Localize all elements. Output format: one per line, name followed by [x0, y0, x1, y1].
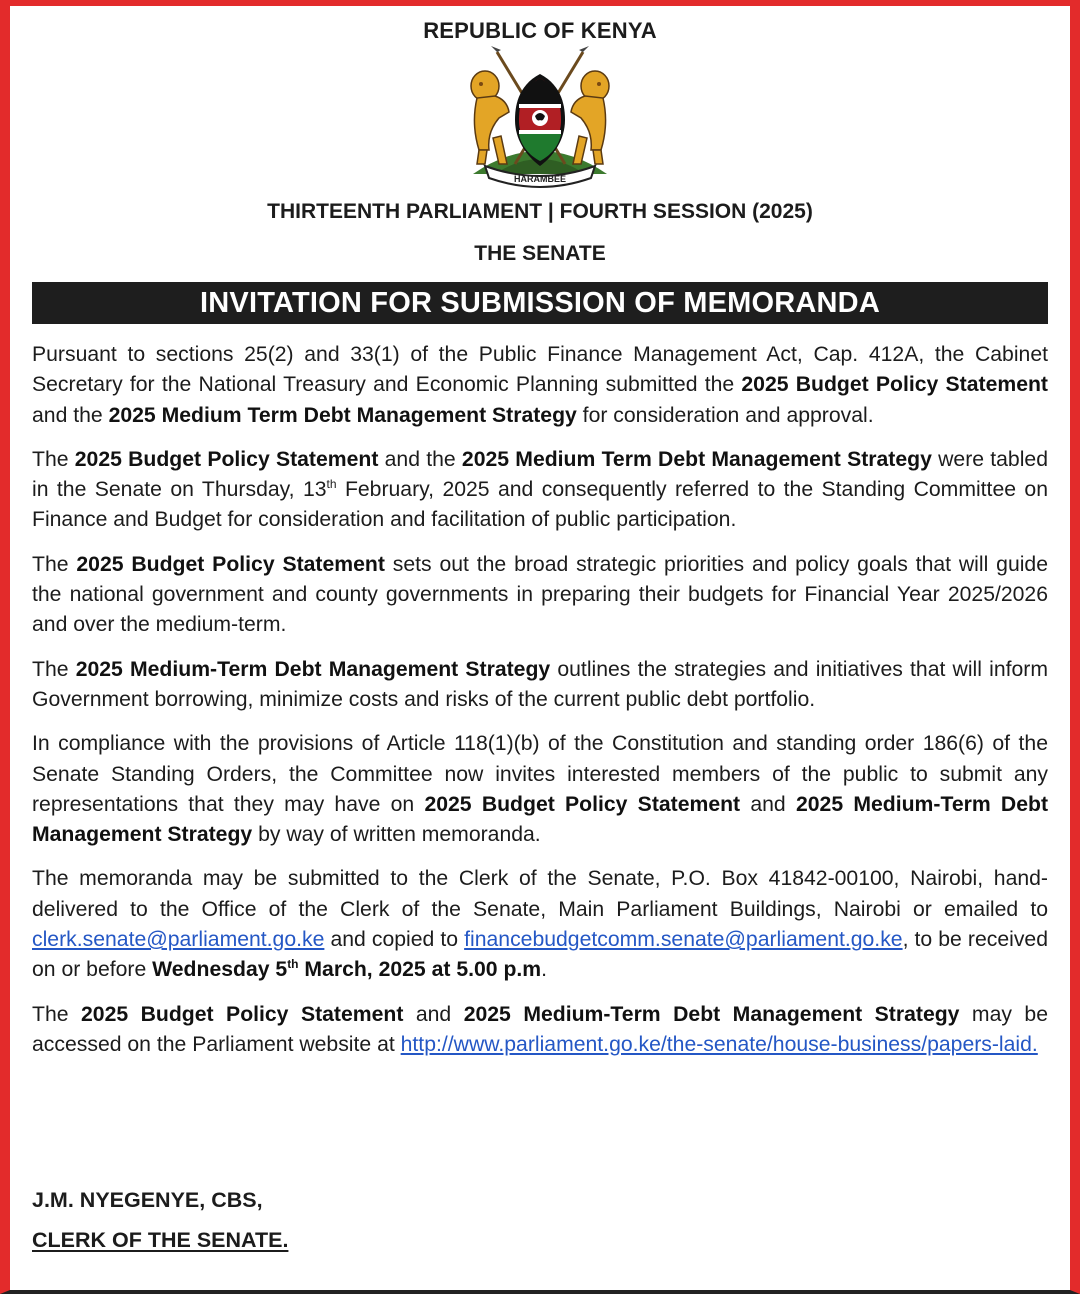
text: February, 2025 and consequently referred to the Standing Committee on Finance and Budget for consideration and facilitation of public participation. — [32, 478, 1048, 532]
paragraph-3 — [32, 550, 1048, 641]
text: In compliance with the provisions of Article 118(1)(b) of the Constitution and standing order 186(6) of the Senate Standing Orders, the Committee now invites interested members of the public to submit any representations that they may have on — [32, 732, 1048, 816]
text: and the — [32, 403, 109, 427]
text: The — [32, 657, 76, 681]
paragraph-4 — [32, 655, 1048, 716]
bold-text: 2025 Budget Policy Statement — [81, 1002, 404, 1026]
house-heading: THE SENATE — [474, 242, 606, 265]
paragraph-1 — [32, 340, 1048, 431]
committee-email-link[interactable]: financebudgetcomm.senate@parliament.go.ke — [464, 928, 903, 952]
bold-text: 2025 Budget Policy Statement — [424, 792, 741, 816]
invitation-banner: INVITATION FOR SUBMISSION OF MEMORANDA — [32, 282, 1048, 324]
bold-text: 2025 Medium Term Debt Management Strategy — [461, 447, 932, 471]
notice-body — [32, 340, 1048, 1074]
signatory-name: J.M. NYEGENYE, CBS, — [32, 1188, 263, 1212]
paragraph-2 — [32, 445, 1048, 536]
text: Pursuant to sections 25(2) and 33(1) of the Public Finance Management Act, Cap. 412A, the Cabinet Secretary for the National Treasury and Economic Planning submitted the — [32, 343, 1048, 397]
parliament-website-link[interactable]: http://www.parliament.go.ke/the-senate/house-business/papers-laid. — [400, 1032, 1038, 1056]
bold-text: 2025 Budget Policy Statement — [76, 552, 385, 576]
paragraph-6 — [32, 864, 1048, 985]
superscript: th — [287, 957, 299, 972]
bold-text: 2025 Budget Policy Statement — [741, 373, 1048, 397]
text: were tabled in the Senate on Thursday, 13 — [32, 447, 1048, 502]
text: and — [740, 792, 796, 816]
country-heading: REPUBLIC OF KENYA — [423, 18, 657, 43]
text: and — [403, 1002, 464, 1026]
text: outlines the strategies and initiatives that will inform Government borrowing, minimize costs and risks of the current public debt portfolio. — [32, 657, 1048, 711]
deadline-date: March, 2025 at 5.00 p.m — [298, 958, 542, 982]
text: and copied to — [324, 928, 465, 952]
clerk-email-link[interactable]: clerk.senate@parliament.go.ke — [32, 928, 325, 952]
text: and the — [378, 447, 462, 471]
text: may be accessed on the Parliament website at — [32, 1002, 1049, 1056]
text: The memoranda may be submitted to the Clerk of the Senate, P.O. Box 41842-00100, Nairobi, hand-delivered to the Office of the Clerk of the Senate, Main Parliament Buildings, Nairobi or emailed to — [32, 867, 1048, 921]
bold-text: 2025 Medium-Term Debt Management Strategy — [75, 657, 551, 681]
text: The — [32, 552, 77, 576]
text: , to be received on or before — [32, 928, 1048, 982]
bold-text: 2025 Medium Term Debt Management Strategy — [108, 403, 577, 427]
deadline-day: Wednesday 5 — [152, 958, 288, 982]
paragraph-7 — [32, 1000, 1048, 1061]
bold-text: 2025 Medium-Term Debt Management Strategy — [463, 1002, 960, 1026]
text: The — [32, 1002, 81, 1026]
text: for consideration and approval. — [576, 403, 874, 427]
deadline — [152, 958, 541, 981]
coat-of-arms-emblem — [455, 46, 625, 190]
parliament-session-heading: THIRTEENTH PARLIAMENT | FOURTH SESSION (2025) — [267, 200, 813, 223]
signatory-title: CLERK OF THE SENATE. — [32, 1228, 289, 1252]
text: The — [32, 447, 75, 471]
motto-text: HARAMBEE — [513, 174, 567, 184]
text: sets out the broad strategic priorities and policy goals that will guide the national government and county governments in preparing their budgets for Financial Year 2025/2026 and over the medium-term. — [32, 552, 1048, 637]
superscript: th — [326, 477, 337, 492]
bold-text: 2025 Budget Policy Statement — [74, 447, 379, 471]
text: . — [541, 958, 548, 982]
text: by way of written memoranda. — [252, 823, 541, 847]
bold-text: 2025 Medium-Term Debt Management Strategy — [32, 792, 1049, 847]
paragraph-5 — [32, 729, 1048, 850]
